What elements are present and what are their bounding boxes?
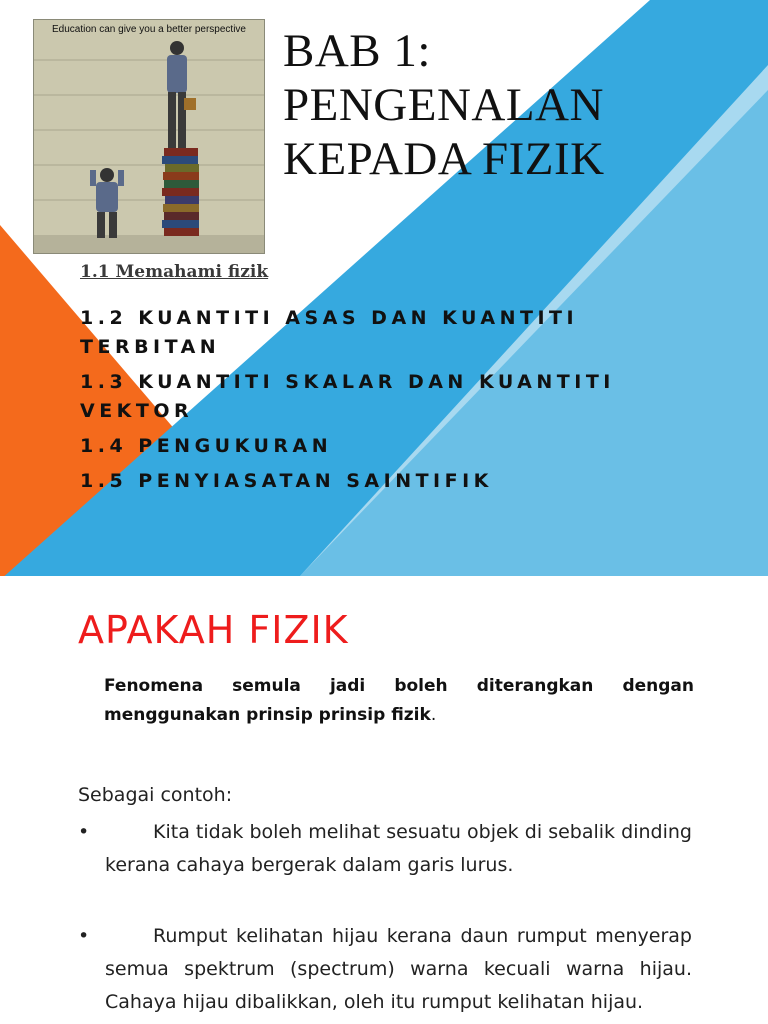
toc-item-1-5: 1.5 PENYIASATAN SAINTIFIK <box>80 470 493 492</box>
bullet-text-1: Kita tidak boleh melihat sesuatu objek di sebalik dinding kerana cahaya bergerak dalam garis lurus. <box>105 821 692 876</box>
toc-item-1-1[interactable]: 1.1 Memahami fizik <box>80 262 269 282</box>
cartoon-caption: Education can give you a better perspective <box>51 24 246 35</box>
table-of-contents <box>80 304 720 502</box>
toc-item-1-2: 1.2 KUANTITI ASAS DAN KUANTITI TERBITAN <box>80 307 579 358</box>
title-line-1: BAB 1: <box>283 25 431 77</box>
title-line-2: PENGENALAN <box>283 79 604 131</box>
lead-paragraph <box>104 672 694 730</box>
toc-item-1-4: 1.4 PENGUKURAN <box>80 435 333 457</box>
cartoon-image <box>33 19 265 254</box>
bullet-item-1 <box>78 816 692 882</box>
lead-text: Fenomena semula jadi boleh diterangkan dengan menggunakan prinsip prinsip fizik <box>104 676 694 725</box>
bullet-mark: • <box>78 925 90 947</box>
cartoon-illustration <box>34 20 264 253</box>
bullet-text-2: Rumput kelihatan hijau kerana daun rumput menyerap semua spektrum (spectrum) warna kecuali warna hijau. Cahaya hijau dibalikkan, oleh itu rumput kelihatan hijau. <box>105 925 692 1013</box>
slide-2-title: APAKAH FIZIK <box>78 608 349 652</box>
bullet-mark: • <box>78 821 90 843</box>
slide-title <box>283 24 753 186</box>
example-label: Sebagai contoh: <box>78 784 233 806</box>
lead-end: . <box>430 705 437 725</box>
book-stack <box>162 148 199 236</box>
slide-2 <box>0 584 768 1024</box>
bullet-item-2 <box>78 920 692 1019</box>
title-line-3: KEPADA FIZIK <box>283 133 605 185</box>
toc-item-1-3: 1.3 KUANTITI SKALAR DAN KUANTITI VEKTOR <box>80 371 615 422</box>
